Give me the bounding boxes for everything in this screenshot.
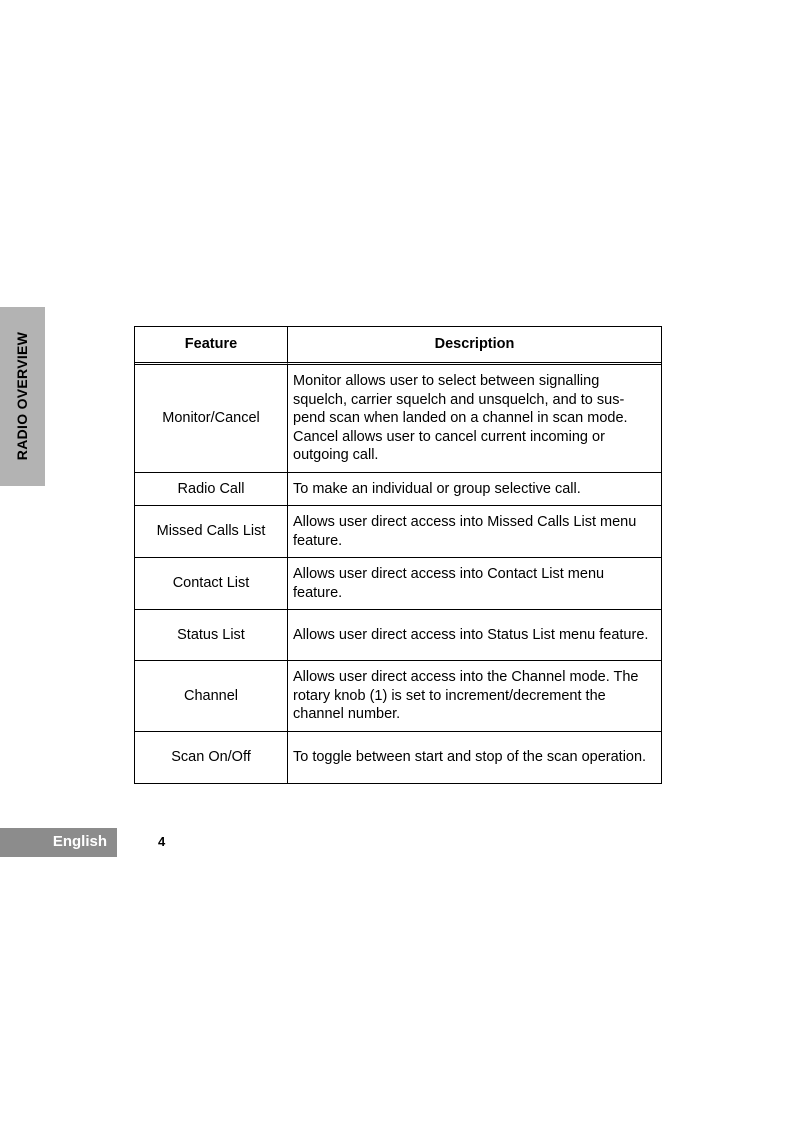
page-number: 4 bbox=[158, 834, 166, 849]
feature-cell: Radio Call bbox=[135, 472, 288, 505]
description-cell: Allows user direct access into the Channel mode. The rotary knob (1) is set to increment/decrement the channel number. bbox=[288, 660, 661, 731]
table-row bbox=[135, 505, 661, 557]
feature-cell: Contact List bbox=[135, 557, 288, 609]
feature-cell: Missed Calls List bbox=[135, 505, 288, 557]
feature-cell: Status List bbox=[135, 609, 288, 660]
feature-cell: Channel bbox=[135, 660, 288, 731]
feature-column-header: Feature bbox=[135, 327, 288, 365]
description-cell: Allows user direct access into Status List menu feature. bbox=[288, 609, 661, 660]
section-title: RADIO OVERVIEW bbox=[14, 331, 30, 461]
table-row bbox=[135, 365, 661, 472]
language-tab bbox=[0, 828, 117, 857]
feature-cell: Monitor/Cancel bbox=[135, 365, 288, 472]
feature-cell: Scan On/Off bbox=[135, 731, 288, 783]
table-row bbox=[135, 609, 661, 660]
description-cell: Monitor allows user to select between signalling squelch, carrier squelch and unsquelch, and to sus-pend scan when landed on a channel in scan mode. Cancel allows user to cancel current incoming or outgoing call. bbox=[293, 373, 628, 464]
description-cell: Allows user direct access into Missed Calls List menu feature. bbox=[288, 505, 661, 557]
description-column-header: Description bbox=[288, 327, 661, 365]
description-cell: To toggle between start and stop of the scan operation. bbox=[288, 731, 661, 783]
table-row bbox=[135, 472, 661, 505]
table-row bbox=[135, 557, 661, 609]
table-header-row bbox=[135, 327, 661, 365]
table-row bbox=[135, 731, 661, 783]
language-label: English bbox=[52, 833, 107, 850]
feature-description-table bbox=[134, 326, 662, 784]
table-row bbox=[135, 660, 661, 731]
description-cell: To make an individual or group selective call. bbox=[288, 472, 661, 505]
description-cell: Allows user direct access into Contact List menu feature. bbox=[288, 557, 661, 609]
